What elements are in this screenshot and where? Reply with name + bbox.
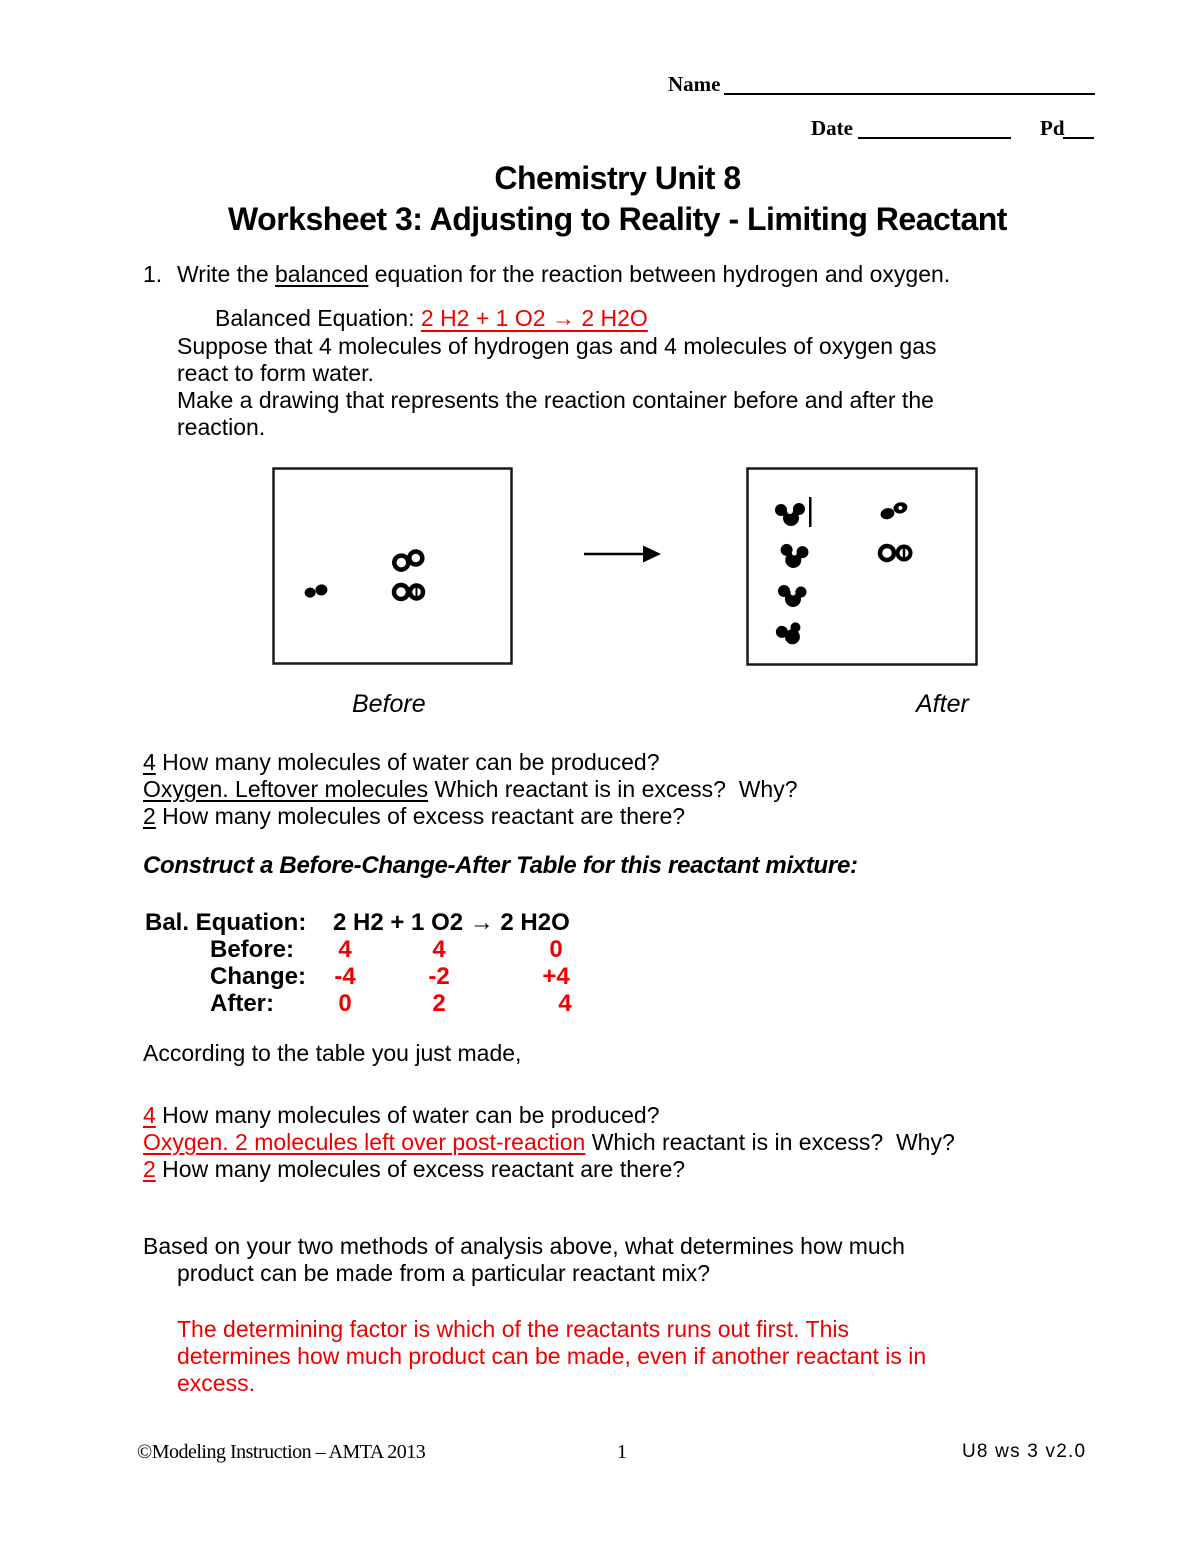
bca-value: 4: [558, 990, 572, 1017]
footer-version: U8 ws 3 v2.0: [962, 1441, 1087, 1462]
o2-molecule-icon: [879, 501, 909, 521]
excess-count-question: How many molecules of excess reactant are there?: [155, 803, 686, 829]
construct-table-prompt: Construct a Before-Change-After Table for this reactant mixture:: [143, 852, 858, 879]
based-question-line1: Based on your two methods of analysis above, what determines how much: [143, 1233, 905, 1259]
question-1-text-suffix: equation for the reaction between hydrogen and oxygen.: [368, 261, 951, 287]
o2-molecule-icon: [393, 551, 423, 571]
excess-count-line: [143, 803, 685, 830]
bca-value: 0: [549, 936, 563, 963]
bca-value: -2: [428, 963, 450, 990]
excess-reactant-line: [143, 776, 798, 803]
excess-count-answer-2: 2: [143, 1156, 156, 1182]
bca-value: +4: [542, 963, 570, 990]
bca-row-label-after: After:: [210, 990, 274, 1017]
excess-count-answer: 2: [143, 803, 156, 829]
before-container-box: [272, 467, 513, 665]
final-answer-line3: excess.: [177, 1370, 255, 1396]
excess-count-line-2: [143, 1156, 685, 1183]
bca-value: -4: [334, 963, 356, 990]
worksheet-title-line1: Chemistry Unit 8: [494, 160, 741, 196]
o2-molecule-icon: [394, 585, 423, 599]
pd-blank-line: [1063, 137, 1094, 139]
after-container-box: [746, 467, 978, 666]
make-drawing-text-line2: reaction.: [177, 414, 266, 440]
final-answer-line2: determines how much product can be made, even if another reactant is in: [177, 1343, 927, 1369]
based-question-line2: product can be made from a particular reactant mix?: [177, 1260, 711, 1286]
excess-reactant-question-2: Which reactant is in excess? Why?: [585, 1129, 955, 1155]
water-count-line-2: [143, 1102, 660, 1129]
bca-value: 4: [338, 936, 352, 963]
balanced-equation-line: [215, 305, 648, 332]
o2-molecule-icon: [880, 545, 911, 561]
reaction-arrow-icon: [583, 541, 663, 567]
excess-reactant-line-2: [143, 1129, 955, 1156]
suppose-text-line1: Suppose that 4 molecules of hydrogen gas and 4 molecules of oxygen gas: [177, 333, 937, 359]
name-label: Name: [668, 72, 721, 96]
according-prompt: According to the table you just made,: [143, 1040, 522, 1066]
bca-equation: 2 H2 + 1 O2 → 2 H2O: [333, 909, 570, 936]
date-label: Date: [811, 116, 853, 140]
water-count-answer-2: 4: [143, 1102, 156, 1128]
water-count-question: How many molecules of water can be produced?: [155, 749, 660, 775]
footer-copyright: ©Modeling Instruction – AMTA 2013: [137, 1441, 426, 1463]
cursor-artifact: [809, 497, 812, 527]
water-count-answer: 4: [143, 749, 156, 775]
question-1-number: 1.: [143, 261, 163, 287]
water-count-line: [143, 749, 660, 776]
balanced-equation-label: Balanced Equation:: [215, 305, 421, 331]
bca-equation-label: Bal. Equation:: [145, 909, 313, 936]
suppose-text-line2: react to form water.: [177, 360, 374, 386]
bca-value: 2: [432, 990, 446, 1017]
h2-molecule-icon: [304, 584, 328, 598]
worksheet-title-line2: Worksheet 3: Adjusting to Reality - Limiting Reactant: [228, 201, 1007, 237]
water-count-question-2: How many molecules of water can be produced?: [155, 1102, 660, 1128]
final-answer-line1: The determining factor is which of the reactants runs out first. This: [177, 1316, 849, 1342]
before-label: Before: [352, 690, 426, 718]
excess-reactant-answer: Oxygen. Leftover molecules: [143, 776, 429, 802]
balanced-equation-answer: 2 H2 + 1 O2 → 2 H2O: [420, 305, 648, 331]
question-1: [143, 261, 950, 288]
excess-reactant-answer-2: Oxygen. 2 molecules left over post-reaction: [143, 1129, 586, 1155]
bca-row-label-change: Change:: [210, 963, 306, 990]
question-1-underlined-word: balanced: [275, 261, 369, 287]
excess-count-question-2: How many molecules of excess reactant are there?: [155, 1156, 686, 1182]
footer-page-number: 1: [617, 1441, 627, 1463]
water-molecule-icon: [778, 585, 807, 607]
date-blank-line: [858, 137, 1011, 139]
excess-reactant-question: Which reactant is in excess? Why?: [428, 776, 798, 802]
water-molecule-icon: [775, 622, 802, 646]
bca-row-label-before: Before:: [210, 936, 295, 963]
make-drawing-text-line1: Make a drawing that represents the reaction container before and after the: [177, 387, 934, 413]
question-1-text-prefix: Write the: [177, 261, 275, 287]
water-molecule-icon: [775, 503, 805, 526]
bca-value: 0: [338, 990, 352, 1017]
pd-label: Pd: [1040, 116, 1065, 140]
water-molecule-icon: [778, 543, 809, 570]
bca-value: 4: [432, 936, 446, 963]
name-blank-line: [724, 93, 1095, 95]
after-label: After: [916, 690, 969, 718]
